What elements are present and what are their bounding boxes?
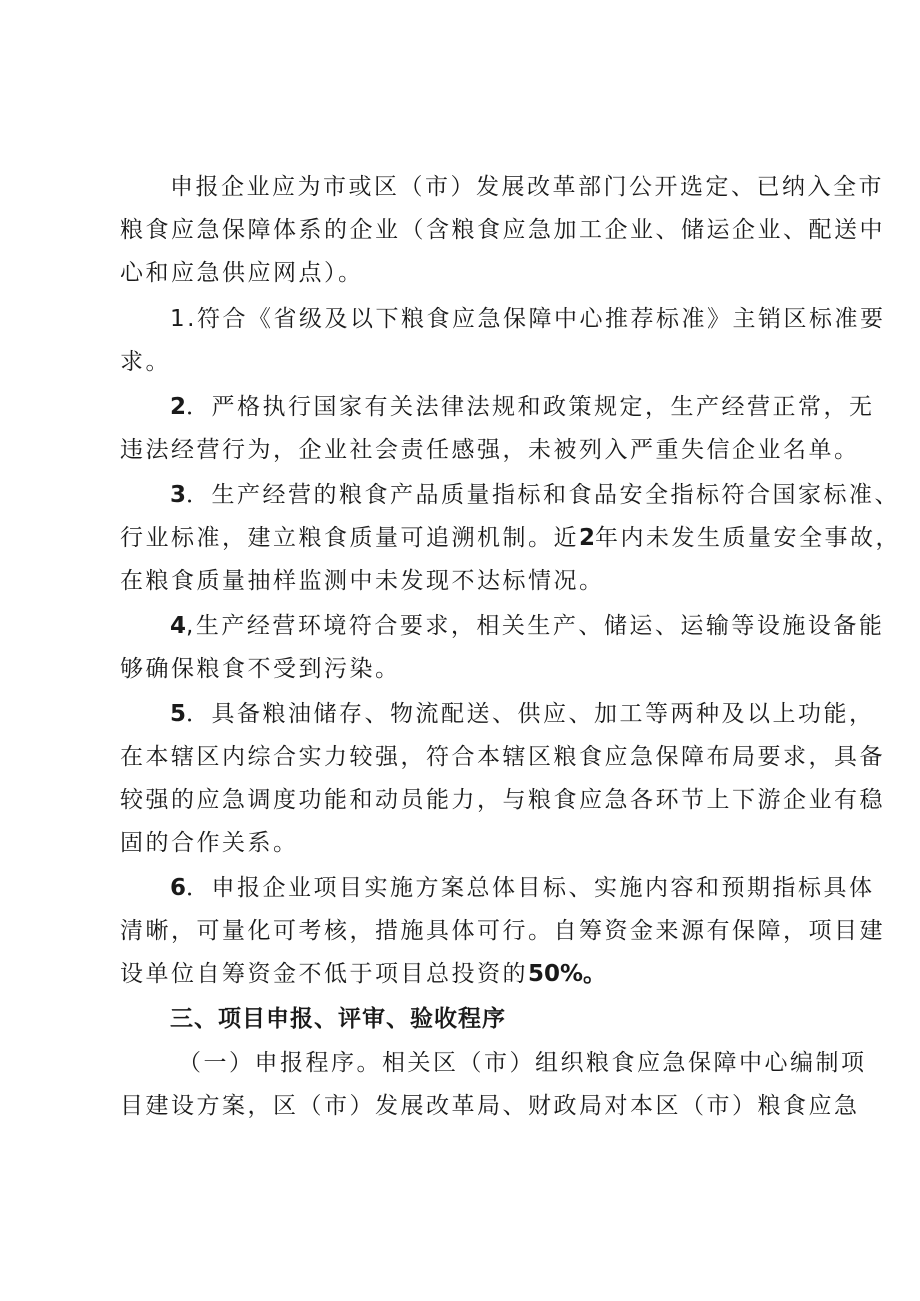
item-5-line: 在本辖区内综合实力较强，符合本辖区粮食应急保障布局要求，具备 xyxy=(120,744,885,770)
item-number: 5 xyxy=(170,701,187,727)
item-number: 4 xyxy=(170,613,187,639)
item-number: 6 xyxy=(170,875,187,901)
paragraph-line: 申报企业应为市或区（市）发展改革部门公开选定、已纳入全市 xyxy=(170,174,884,200)
item-5-line: 固的合作关系。 xyxy=(120,830,299,856)
item-6-line: 6．申报企业项目实施方案总体目标、实施内容和预期指标具体 xyxy=(170,875,875,901)
item-3-line: 在粮食质量抽样监测中未发现不达标情况。 xyxy=(120,568,605,594)
item-5-line: 较强的应急调度功能和动员能力，与粮食应急各环节上下游企业有稳 xyxy=(120,787,885,813)
item-4-line: 够确保粮食不受到污染。 xyxy=(120,656,401,682)
item-5-line: 5．具备粮油储存、物流配送、供应、加工等两种及以上功能， xyxy=(170,701,875,727)
item-3-line: 3．生产经营的粮食产品质量指标和食品安全指标符合国家标准、 xyxy=(170,482,901,508)
inline-number: 2 xyxy=(579,525,596,551)
subsection-line: （一）申报程序。相关区（市）组织粮食应急保障中心编制项 xyxy=(178,1050,867,1076)
item-4-line: 4,生产经营环境符合要求，相关生产、储运、运输等设施设备能 xyxy=(170,613,885,639)
item-2-line: 违法经营行为，企业社会责任感强，未被列入严重失信企业名单。 xyxy=(120,437,860,463)
item-number: 3 xyxy=(170,482,187,508)
item-6-line: 清晰，可量化可考核，措施具体可行。自筹资金来源有保障，项目建 xyxy=(120,918,885,944)
item-1-line: 求。 xyxy=(120,349,171,375)
item-1-line: 1.符合《省级及以下粮食应急保障中心推荐标准》主销区标准要 xyxy=(170,306,886,332)
paragraph-line: 粮食应急保障体系的企业（含粮食应急加工企业、储运企业、配送中 xyxy=(120,217,885,243)
subsection-line: 目建设方案，区（市）发展改革局、财政局对本区（市）粮食应急 xyxy=(120,1093,860,1119)
section-heading: 三、项目申报、评审、验收程序 xyxy=(170,1006,506,1032)
item-3-line: 行业标准，建立粮食质量可追溯机制。近2年内未发生质量安全事故， xyxy=(120,525,902,551)
item-6-line: 设单位自筹资金不低于项目总投资的50%。 xyxy=(120,961,607,987)
paragraph-line: 心和应急供应网点）。 xyxy=(120,260,364,286)
item-2-line: 2．严格执行国家有关法律法规和政策规定，生产经营正常，无 xyxy=(170,394,875,420)
item-number: 2 xyxy=(170,394,187,420)
percent-value: 50%。 xyxy=(528,961,607,987)
